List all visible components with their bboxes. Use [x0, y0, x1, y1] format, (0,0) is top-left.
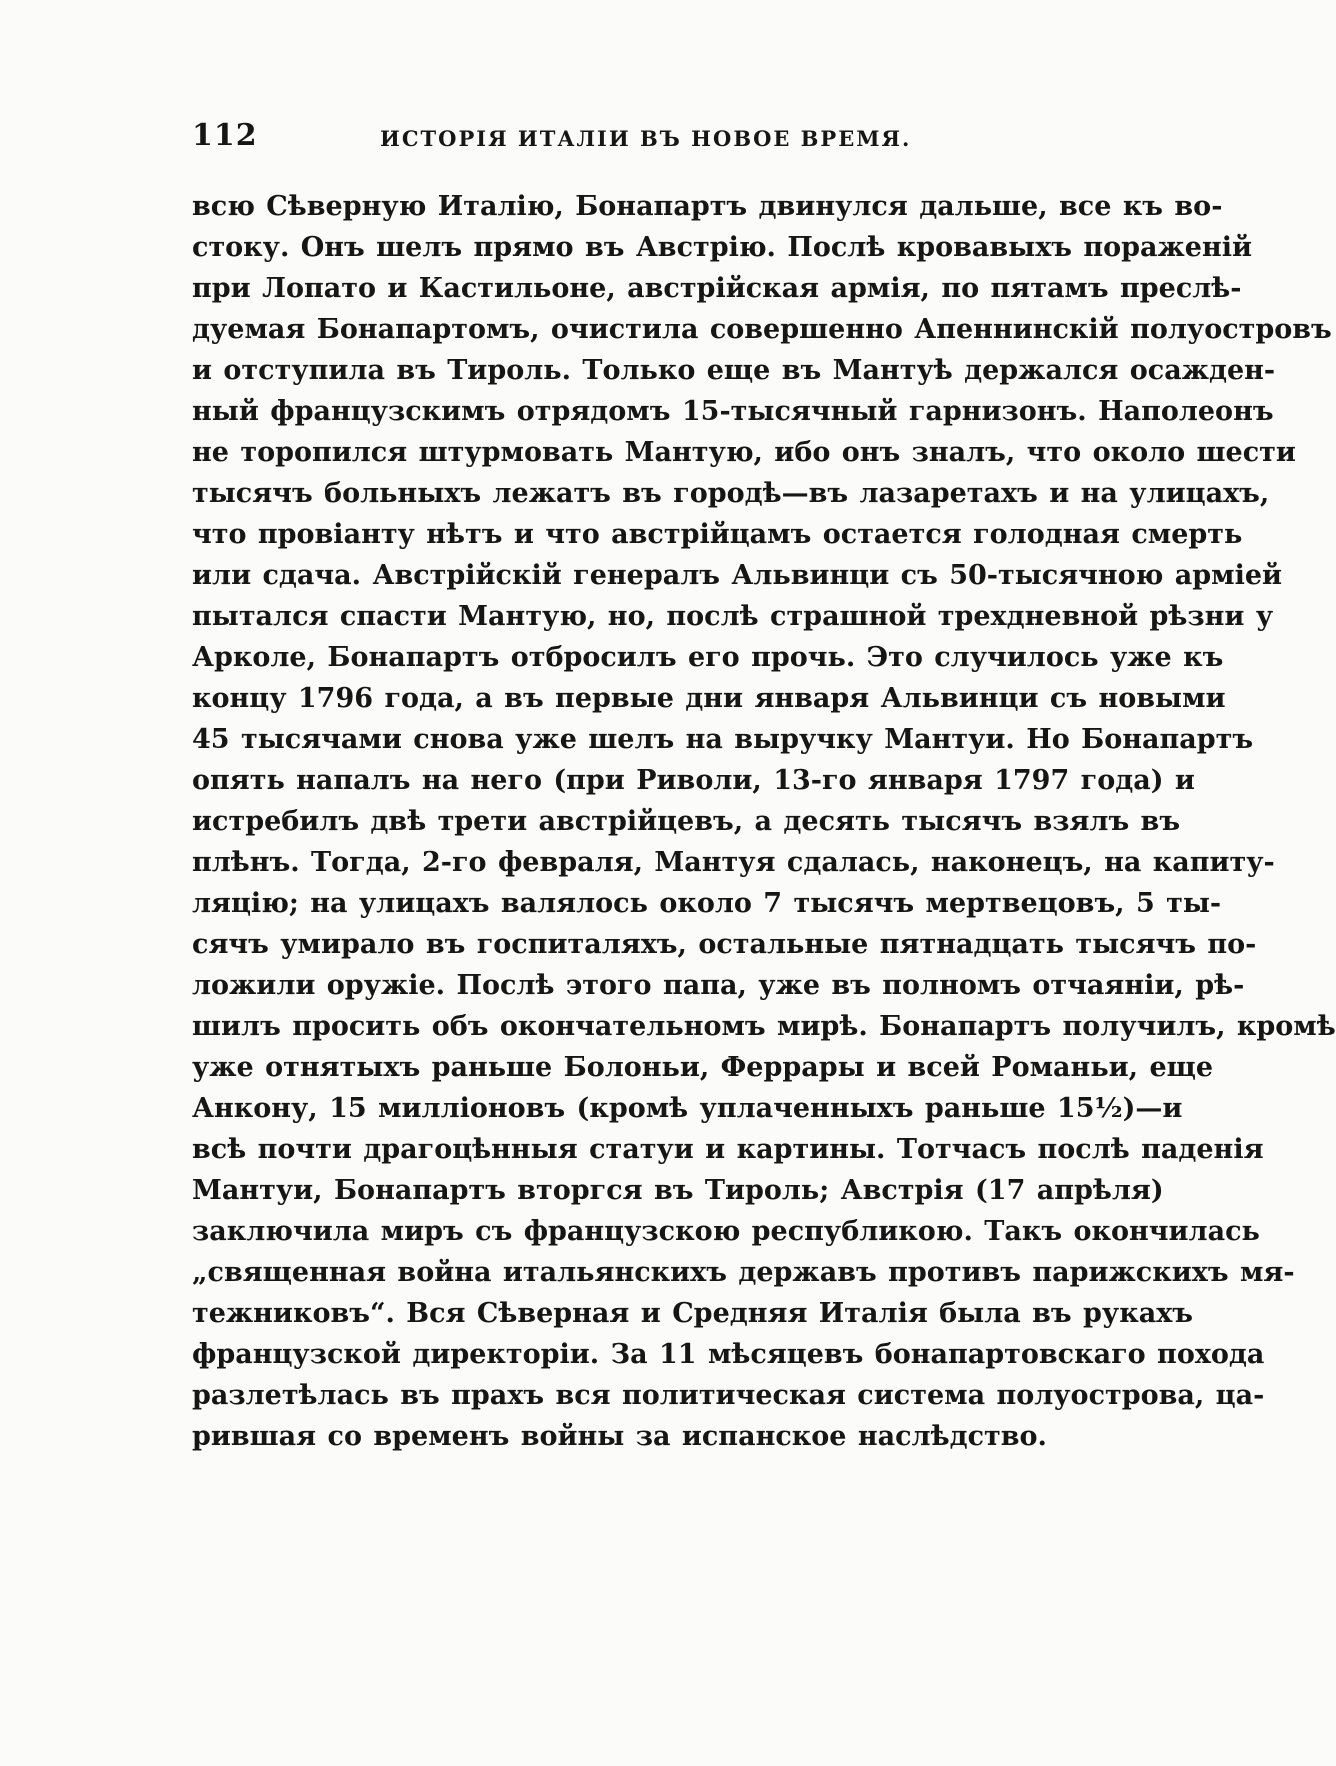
text-line: пытался спасти Мантую, но, послѣ страшной трехдневной рѣзни у — [192, 601, 1274, 632]
text-line: истребилъ двѣ трети австрійцевъ, а десять тысячъ взялъ въ — [192, 806, 1181, 837]
text-line: концу 1796 года, а въ первые дни января Альвинци съ новыми — [192, 683, 1226, 714]
text-line: заключила миръ съ французскою республикою. Такъ окончилась — [192, 1216, 1260, 1247]
text-line: при Лопато и Кастильоне, австрійская армія, по пятамъ преслѣ- — [192, 273, 1242, 304]
text-line: или сдача. Австрійскій генералъ Альвинци съ 50-тысячною арміей — [192, 560, 1283, 591]
text-line: что провіанту нѣтъ и что австрійцамъ остается голодная смерть — [192, 519, 1243, 550]
text-line: не торопился штурмовать Мантую, ибо онъ зналъ, что около шести — [192, 437, 1296, 468]
running-title: ИСТОРІЯ ИТАЛІИ ВЪ НОВОЕ ВРЕМЯ. — [380, 126, 912, 151]
text-line: 45 тысячами снова уже шелъ на выручку Мантуи. Но Бонапартъ — [192, 724, 1254, 755]
text-line: опять напалъ на него (при Риволи, 13-го января 1797 года) и — [192, 765, 1195, 796]
text-line: ложили оружіе. Послѣ этого папа, уже въ полномъ отчаяніи, рѣ- — [192, 970, 1245, 1001]
page-number: 112 — [192, 118, 258, 153]
text-line: шилъ просить объ окончательномъ мирѣ. Бонапартъ получилъ, кромѣ — [192, 1011, 1336, 1042]
text-line: всѣ почти драгоцѣнныя статуи и картины. Тотчасъ послѣ паденія — [192, 1134, 1264, 1165]
text-line: всю Сѣверную Италію, Бонапартъ двинулся дальше, все къ во- — [192, 191, 1223, 222]
text-line: „священная война итальянскихъ державъ противъ парижскихъ мя- — [192, 1257, 1295, 1288]
text-line: Арколе, Бонапартъ отбросилъ его прочь. Это случилось уже къ — [192, 642, 1224, 673]
text-line: и отступила въ Тироль. Только еще въ Мантуѣ держался осажден- — [192, 355, 1276, 386]
text-line: плѣнъ. Тогда, 2-го февраля, Мантуя сдалась, наконецъ, на капиту- — [192, 847, 1275, 878]
text-line: сячъ умирало въ госпиталяхъ, остальные пятнадцать тысячъ по- — [192, 929, 1257, 960]
text-line: уже отнятыхъ раньше Болоньи, Феррары и всей Романьи, еще — [192, 1052, 1214, 1083]
text-line: Анкону, 15 милліоновъ (кромѣ уплаченныхъ раньше 15½)—и — [192, 1093, 1183, 1124]
text-line: дуемая Бонапартомъ, очистила совершенно Апеннинскій полуостровъ — [192, 314, 1332, 345]
body-text — [192, 186, 1336, 1457]
text-line: Мантуи, Бонапартъ вторгся въ Тироль; Австрія (17 апрѣля) — [192, 1175, 1164, 1206]
text-line: ляцію; на улицахъ валялось около 7 тысячъ мертвецовъ, 5 ты- — [192, 888, 1222, 919]
text-line: стоку. Онъ шелъ прямо въ Австрію. Послѣ кровавыхъ пораженій — [192, 232, 1253, 263]
text-line: разлетѣлась въ прахъ вся политическая система полуострова, ца- — [192, 1380, 1265, 1411]
text-line: тысячъ больныхъ лежатъ въ городѣ—въ лазаретахъ и на улицахъ, — [192, 478, 1270, 509]
text-line: тежниковъ“. Вся Сѣверная и Средняя Италія была въ рукахъ — [192, 1298, 1194, 1329]
text-line: ный французскимъ отрядомъ 15-тысячный гарнизонъ. Наполеонъ — [192, 396, 1274, 427]
text-line: рившая со временъ войны за испанское наслѣдство. — [192, 1421, 1047, 1452]
text-line: французской директоріи. За 11 мѣсяцевъ бонапартовскаго похода — [192, 1339, 1265, 1370]
